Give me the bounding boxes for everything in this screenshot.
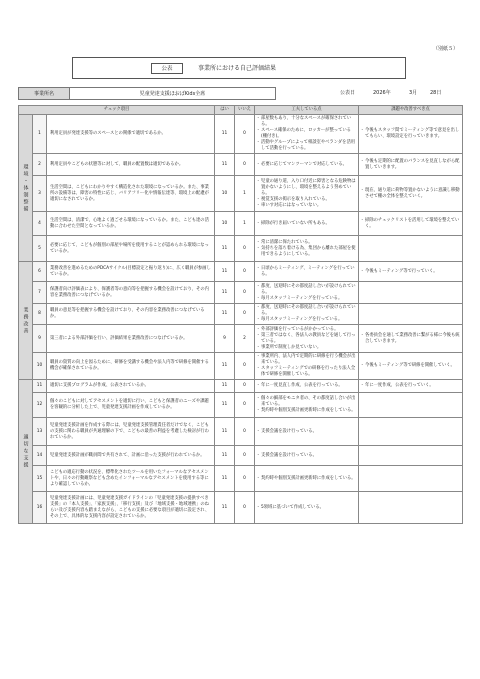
page-title: 事業所における自己評価結果 — [198, 65, 277, 72]
effort-point: ・ 支援会議を設け行っている。 — [257, 453, 356, 459]
yes-count: 11 — [215, 466, 235, 492]
effort-cell — [255, 262, 359, 282]
improve-point: ・ 今後も定期的に配置のバランスを見直しながら配置していきます。 — [361, 159, 460, 171]
yes-count: 9 — [215, 325, 235, 353]
facility-label: 事業所名 — [18, 87, 70, 100]
effort-point: ・ 都度、送迎時にその都度話し合いが設けられている。 — [257, 284, 356, 296]
check-item: 必要に応じて、こどもが個別の部屋や場所を使用することが認められる環境になっているか。 — [47, 236, 215, 262]
effort-point: ・ 日頃からミーティング、ミーティングを行っている。 — [257, 266, 356, 278]
item-number: 2 — [33, 154, 47, 176]
item-number: 12 — [33, 393, 47, 418]
category-environment: 環境・体制整備 — [19, 115, 33, 262]
check-item: 保護者向け評価表により、保護者等の意向等を把握する機会を設けており、その内容を業務改善につなげているか。 — [47, 282, 215, 304]
effort-point: ・ 事業所内、法人内で定期的に研修を行う機会が出来ている。 — [257, 354, 356, 366]
yes-count: 11 — [215, 154, 235, 176]
no-count: 0 — [235, 236, 255, 262]
publish-tag: 公表 — [151, 63, 183, 74]
improve-cell — [359, 353, 463, 380]
effort-cell — [255, 236, 359, 262]
no-count: 0 — [235, 418, 255, 446]
facility-name: 児童発達支援ほおばKids全席 — [70, 87, 276, 100]
item-number: 1 — [33, 115, 47, 154]
table-row — [19, 353, 463, 380]
improve-point: ・ 現在、通り道に荷物等置かないように意識し移動させて棚の全体を整えていく。 — [361, 188, 460, 200]
check-item: 児童発達支援計画には、児童発達支援ガイドラインの「児童発達支援の提供すべき支援」の「本人支援」、「家族支援」、「移行支援」及び「地域支援・地域連携」のねらい及び支援内容も踏まえながら、こどもの支援に必要な項目が適切に設定され、その上で、具体的な支援内容が設定されているか。 — [47, 492, 215, 524]
improve-point: ・ 今後もミーティング等で研修を開催していく。 — [361, 363, 460, 369]
no-count: 0 — [235, 304, 255, 325]
effort-point: ・ 5領域に基づいて作成している。 — [257, 505, 356, 511]
table-row — [19, 446, 463, 466]
column-check: チェック項目 — [19, 106, 215, 115]
effort-point: ・ 必要に応じてマンツーマンで対応している。 — [257, 162, 356, 168]
column-no: いいえ — [235, 106, 255, 115]
improve-point: ・ 各委員会を通して業務改善に繋がる様に今後も統合していきます。 — [361, 333, 460, 345]
effort-cell — [255, 418, 359, 446]
evaluation-table — [18, 105, 463, 524]
item-number: 3 — [33, 176, 47, 212]
no-count: 1 — [235, 212, 255, 236]
yes-count: 11 — [215, 393, 235, 418]
yes-count: 11 — [215, 353, 235, 380]
effort-point: ・ スペース確保のために、ロッカーが整っている(棚付き)。 — [257, 128, 356, 140]
check-item: 適切に支援プログラムが作成、公表されているか。 — [47, 380, 215, 393]
yes-count: 11 — [215, 282, 235, 304]
publish-date-label: 公表日 — [340, 90, 356, 96]
yes-count: 11 — [215, 380, 235, 393]
item-number: 4 — [33, 212, 47, 236]
improve-cell — [359, 380, 463, 393]
table-row — [19, 115, 463, 154]
no-count: 0 — [235, 154, 255, 176]
table-row — [19, 325, 463, 353]
item-number: 14 — [33, 446, 47, 466]
effort-point: ・ 車いす対応にはなっていない。 — [257, 203, 356, 209]
yes-count: 10 — [215, 176, 235, 212]
table-row — [19, 262, 463, 282]
effort-point: ・ 支援会議を設け行っている。 — [257, 429, 356, 435]
no-count: 0 — [235, 380, 255, 393]
no-count: 0 — [235, 262, 255, 282]
improve-point: ・ 今後もスタッフ間でミーティング等で意見を出してもらい、環境設定を行っていきます。 — [361, 128, 460, 140]
no-count: 1 — [235, 176, 255, 212]
yes-count: 11 — [215, 446, 235, 466]
improve-cell — [359, 325, 463, 353]
no-count: 0 — [235, 393, 255, 418]
check-item: 職員の意見等を把握する機会を設けており、その内容を業務改善につなげているか。 — [47, 304, 215, 325]
improve-cell — [359, 154, 463, 176]
annex-label: （別紙５） — [432, 46, 458, 52]
effort-point: ・ 事業所で制度しか見ていない。 — [257, 345, 356, 351]
effort-point: ・ 都度、送迎時にその都度話し合いが設けられている。 — [257, 305, 356, 317]
improve-point: ・ 年に一度作成、公表を行っていく。 — [361, 383, 460, 389]
effort-cell — [255, 325, 359, 353]
effort-point: ・ 部屋数もあり、十分なスペースが確保されている。 — [257, 116, 356, 128]
effort-cell — [255, 466, 359, 492]
no-count: 0 — [235, 446, 255, 466]
column-improve: 課題や改善すべき点 — [359, 106, 463, 115]
effort-cell — [255, 304, 359, 325]
no-count: 2 — [235, 325, 255, 353]
effort-cell — [255, 393, 359, 418]
improve-cell — [359, 282, 463, 304]
no-count: 0 — [235, 115, 255, 154]
check-item: 児童発達支援計画を作成する際には、児童発達支援管理責任者だけでなく、こどもの支援に関わる職員が共通理解の下で、こどもの最善の利益を考慮した検討が行われているか。 — [47, 418, 215, 446]
improve-point: ・ 今後もミーティング等で行っていく。 — [361, 269, 460, 275]
effort-point: ・ 第三者ではなく、各法人の教員などを通して行っている。 — [257, 333, 356, 345]
no-count: 0 — [235, 492, 255, 524]
improve-cell — [359, 262, 463, 282]
improve-cell — [359, 492, 463, 524]
table-row — [19, 282, 463, 304]
effort-cell — [255, 380, 359, 393]
table-row — [19, 154, 463, 176]
check-item: 業務改善を進めるためのPDCAサイクル(目標設定と振り返り)に、広く職員が参画しているか。 — [47, 262, 215, 282]
yes-count: 11 — [215, 418, 235, 446]
effort-point: ・ 年に一度見直し作成、公表を行っている。 — [257, 383, 356, 389]
effort-point: ・ 毎月スタッフミーティングを行っている。 — [257, 296, 356, 302]
item-number: 8 — [33, 304, 47, 325]
check-item: 個々のこどもに対してアセスメントを適切に行い、こどもと保護者のニーズや課題を客観的に分析した上で、児童発達支援計画を作成しているか。 — [47, 393, 215, 418]
improve-cell — [359, 236, 463, 262]
effort-cell — [255, 115, 359, 154]
check-item: 生活空間は、清潔で、心地よく過ごせる環境になっているか。また、こども達の活動に合わせた空間となっているか。 — [47, 212, 215, 236]
improve-cell — [359, 418, 463, 446]
publish-day: 28日 — [430, 90, 442, 96]
effort-cell — [255, 176, 359, 212]
item-number: 10 — [33, 353, 47, 380]
table-row — [19, 492, 463, 524]
publish-year: 2026年 — [373, 90, 391, 96]
effort-point: ・ 視覚支援の掲示を取り入れている。 — [257, 197, 356, 203]
effort-cell — [255, 353, 359, 380]
improve-cell — [359, 393, 463, 418]
effort-point: ・ 毎月スタッフミーティングを行っている。 — [257, 317, 356, 323]
yes-count: 10 — [215, 212, 235, 236]
table-row — [19, 380, 463, 393]
effort-point: ・ 気持ちを落ち着ける為、集団から離れた部屋を使用できるようにしている。 — [257, 246, 356, 258]
yes-count: 11 — [215, 492, 235, 524]
effort-cell — [255, 446, 359, 466]
table-row — [19, 212, 463, 236]
improve-cell — [359, 304, 463, 325]
yes-count: 11 — [215, 262, 235, 282]
table-row — [19, 304, 463, 325]
title-box — [72, 57, 406, 79]
improve-point: ・ 掃除のチェックリストを活用して環境を整えていく。 — [361, 218, 460, 230]
improve-cell — [359, 446, 463, 466]
table-row — [19, 466, 463, 492]
facility-info — [18, 87, 462, 100]
effort-cell — [255, 154, 359, 176]
effort-cell — [255, 212, 359, 236]
improve-cell — [359, 212, 463, 236]
table-row — [19, 176, 463, 212]
no-count: 0 — [235, 466, 255, 492]
column-effort: 工夫している点 — [255, 106, 359, 115]
effort-point: ・ スタッフミーティングでの研修を行ったり法人全体で研修を開催している。 — [257, 366, 356, 378]
no-count: 0 — [235, 353, 255, 380]
check-item: 児童発達支援計画が職員間で共有されて、計画に沿った支援が行われているか。 — [47, 446, 215, 466]
item-number: 11 — [33, 380, 47, 393]
effort-point: ・ 活動やグループによって相談室やベランダを活用して活動を行っている。 — [257, 140, 356, 152]
category-business: 業務改善 — [19, 262, 33, 380]
check-item: 利用定員やこどもの状態等に対して、職員の配置数は適切であるか。 — [47, 154, 215, 176]
yes-count: 11 — [215, 236, 235, 262]
item-number: 16 — [33, 492, 47, 524]
improve-cell — [359, 115, 463, 154]
effort-point: ・ 契約時や個別支援計画更新時に作成をしている。 — [257, 408, 356, 414]
check-item: 生活空間は、こどもにわかりやすく構造化された環境になっているか。また、事業所の設備等は、障害の特性に応じ、バリアフリー化や情報伝達等、環境上の配慮が適切になされているか。 — [47, 176, 215, 212]
no-count: 0 — [235, 282, 255, 304]
check-item: 利用定員が発達支援等のスペースとの関係で適切であるか。 — [47, 115, 215, 154]
item-number: 15 — [33, 466, 47, 492]
item-number: 9 — [33, 325, 47, 353]
category-support: 適切な支援 — [19, 380, 33, 524]
effort-point: ・ 児童の通り道、入り口付近に障害となる危険物は置かないようにし、環境を整えるよう努めている。 — [257, 179, 356, 197]
publish-month: 3月 — [409, 90, 418, 96]
effort-cell — [255, 492, 359, 524]
check-item: 職員の資質の向上を図るために、研修を受講する機会や法人内等で研修を開催する機会が確保されているか。 — [47, 353, 215, 380]
item-number: 5 — [33, 236, 47, 262]
table-row — [19, 393, 463, 418]
table-row — [19, 236, 463, 262]
table-row — [19, 418, 463, 446]
effort-point: ・ 外部評価を行っているがかかっている。 — [257, 327, 356, 333]
check-item: 第三者による外部評価を行い、評価結果を業務改善につなげているか。 — [47, 325, 215, 353]
yes-count: 11 — [215, 115, 235, 154]
effort-point: ・ 個々の細部をモニタ者の、その都度話し合いが出来ている。 — [257, 396, 356, 408]
table-header-row — [19, 106, 463, 115]
effort-point: ・ 掃除が行き届いていない所もある。 — [257, 221, 356, 227]
item-number: 7 — [33, 282, 47, 304]
improve-cell — [359, 466, 463, 492]
check-item: こどもの適応行動の状況を、標準化されたツールを用いたフォーマルなアセスメントや、日々の行動観察なども含めたインフォーマルなアセスメントを使用する等により確認しているか。 — [47, 466, 215, 492]
item-number: 6 — [33, 262, 47, 282]
effort-point: ・ 契約時や個別支援計画更新時に作成をしている。 — [257, 476, 356, 482]
yes-count: 11 — [215, 304, 235, 325]
item-number: 13 — [33, 418, 47, 446]
effort-point: ・ 常に清潔に保たれている。 — [257, 240, 356, 246]
improve-cell — [359, 176, 463, 212]
column-yes: はい — [215, 106, 235, 115]
effort-cell — [255, 282, 359, 304]
